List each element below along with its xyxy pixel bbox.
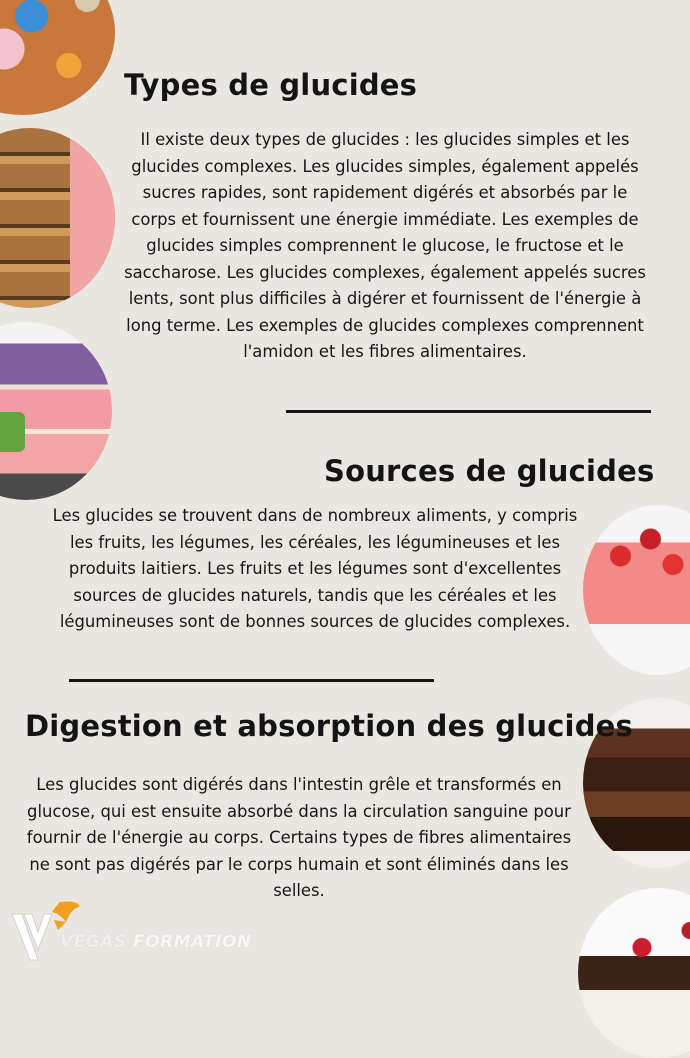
dessert-image bbox=[578, 888, 690, 1058]
section-text-types: Il existe deux types de glucides : les glucides simples et les glucides complexes. Les glucides simples, également appelés sucres rapides, sont rapidement digérés et absorbés par le corps et fournissent une énergie immédiate. Les exemples de glucides simples comprennent le glucose, le fructose et le saccharose. Les glucides complexes, également appelés sucres lents, sont plus difficiles à digérer et fournissent de l'énergie à long terme. Les exemples de glucides complexes comprennent l'amidon et les fibres alimentaires. bbox=[124, 130, 646, 361]
logo-text bbox=[60, 932, 252, 952]
divider-1 bbox=[286, 410, 651, 413]
strawberry-cake-image bbox=[583, 505, 690, 675]
section-text-sources: Les glucides se trouvent dans de nombreux aliments, y compris les fruits, les légumes, les céréales, les légumineuses et les produits laitiers. Les fruits et les légumes sont d'excellentes sources de glucides naturels, tandis que les céréales et les légumineuses sont de bonnes sources de glucides complexes. bbox=[52, 506, 578, 631]
section-title-sources: Sources de glucides bbox=[324, 454, 655, 488]
section-text-digestion: Les glucides sont digérés dans l'intestin grêle et transformés en glucose, qui est ensuite absorbé dans la circulation sanguine pour fournir de l'énergie au corps. Certains types de fibres alimentaires ne sont pas digérés par le corps humain et sont éliminés dans les selles. bbox=[26, 775, 572, 900]
macarons-image bbox=[0, 322, 112, 500]
logo-word-vegas: VEGAS bbox=[60, 932, 127, 952]
section-title-types: Types de glucides bbox=[124, 68, 418, 102]
section-title-digestion: Digestion et absorption des glucides bbox=[25, 709, 633, 743]
vegas-formation-logo bbox=[8, 900, 252, 970]
divider-2 bbox=[69, 679, 434, 682]
cookies-image bbox=[0, 128, 115, 308]
logo-word-formation: FORMATION bbox=[133, 932, 252, 952]
donuts-image bbox=[0, 0, 115, 115]
